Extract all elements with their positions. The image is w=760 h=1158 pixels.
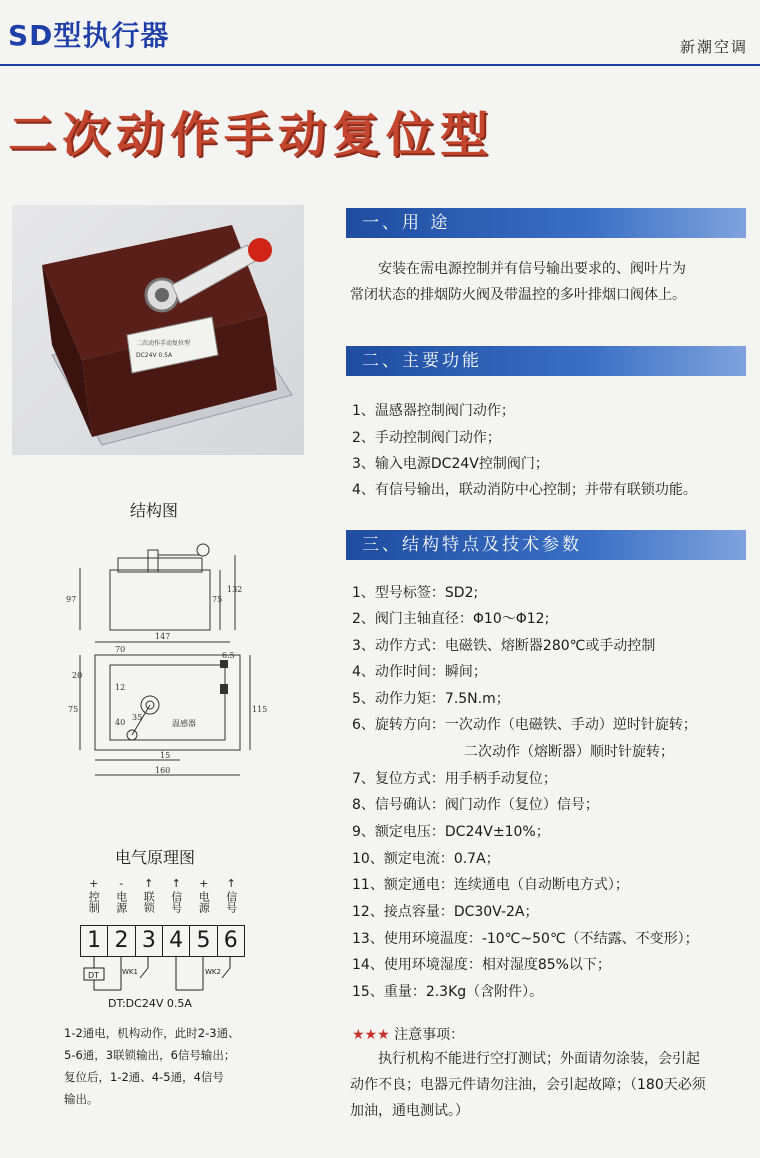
spec-item-6: 6、旋转方向：一次动作（电磁铁、手动）逆时针旋转； [352,717,697,733]
spec-item-11: 11、额定通电：连续通电（自动断电方式）； [352,877,629,893]
dim-6-5: 6.5 [222,651,235,660]
spec-item-10: 10、额定电流：0.7A； [352,851,500,867]
spec-item-9: 9、额定电压：DC24V±10%； [352,824,550,840]
spec-item-2: 2、阀门主轴直径：Φ10～Φ12; [352,611,550,627]
warning-line-2: 动作不良；电器元件请勿注油，会引起故障；（180天必须 [350,1077,706,1093]
page-title: 二次动作手动复位型 [8,107,495,163]
wiring-sign-5: + [199,877,209,890]
usage-text [350,256,750,308]
spec-item-1: 1、型号标签：SD2; [352,585,479,601]
series-title: SD型执行器 [8,19,170,52]
dim-75-front: 75 [68,705,79,714]
wiring-label-3: 联锁 [142,891,156,913]
wiring-sign-3: ↑ [144,877,154,890]
spec-item-3: 3、动作方式：电磁铁、熔断器280℃或手动控制 [352,638,656,654]
wiring-note-line-1: 1-2通电，机构动作，此时2-3通、 [64,1026,240,1040]
warning-heading [352,1024,464,1044]
terminal-4: 4 [163,926,190,956]
dim-147: 147 [155,632,171,641]
electrical-caption: 电气原理图 [115,848,196,867]
spec-item-14: 14、使用环境湿度：相对湿度85%以下； [352,957,611,973]
dim-115: 115 [252,705,268,714]
dim-75-side: 75 [212,595,223,604]
brand-name: 新潮空调 [679,38,748,56]
structure-caption: 结构图 [130,501,179,520]
spec-item-8: 8、信号确认：阀门动作（复位）信号； [352,797,599,813]
sensor-label: 温感器 [172,719,196,728]
section-heading-usage: 一、用 途 [346,208,746,238]
warning-line-3: 加油，通电测试。） [350,1103,469,1119]
wiring-label-4: 信号 [169,891,183,913]
spec-item-6-cont: 二次动作（熔断器）顺时针旋转； [464,744,674,760]
photo-label-line1: 二次动作手动复位型 [136,340,191,347]
function-item-4: 4、有信号输出，联动消防中心控制；并带有联锁功能。 [352,482,697,498]
spec-item-7: 7、复位方式：用手柄手动复位； [352,771,557,787]
terminal-6: 6 [223,928,238,953]
spec-item-4: 4、动作时间：瞬间； [352,664,487,680]
function-item-3: 3、输入电源DC24V控制阀门； [352,456,549,472]
dim-15: 15 [160,751,171,760]
spec-item-5: 5、动作力矩：7.5N.m； [352,691,510,707]
switch-dt: DT [88,971,100,980]
wiring-sign-4: ↑ [171,877,181,890]
product-photo [12,205,304,455]
spec-item-15: 15、重量：2.3Kg（含附件）。 [352,984,544,1000]
wiring-note-line-4: 输出。 [64,1092,99,1106]
terminal-5: 5 [190,926,217,956]
terminal-3: 3 [136,926,163,956]
section-heading-functions: 二、主要功能 [346,346,746,376]
photo-label-line2: DC24V 0.5A [136,352,173,359]
warning-line-1: 执行机构不能进行空打测试；外面请勿涂装，会引起 [378,1051,700,1067]
wiring-sign-1: + [89,877,99,890]
wiring-note-line-3: 复位后，1-2通、4-5通，4信号 [64,1070,224,1084]
dim-20: 20 [72,671,83,680]
wiring-sign-6: ↑ [226,877,236,890]
switch-circuit [80,956,245,996]
dimension-diagram [60,530,290,790]
section-heading-specs: 三、结构特点及技术参数 [346,530,746,560]
dim-97: 97 [66,595,77,604]
header-rule [0,64,760,66]
warning-text [350,1046,755,1124]
function-item-1: 1、温感器控制阀门动作； [352,403,515,419]
wiring-label-1: 控制 [87,891,101,913]
dim-40: 40 [115,718,126,727]
usage-line-2: 常闭状态的排烟防火阀及带温控的多叶排烟口阀体上。 [350,287,686,303]
wiring-diagram [80,878,245,1018]
terminal-block [80,925,245,957]
switch-wk2: WK2 [205,968,221,976]
usage-line-1: 安装在需电源控制并有信号输出要求的、阀叶片为 [378,261,686,277]
spec-item-12: 12、接点容量：DC30V-2A； [352,904,539,920]
dim-70: 70 [115,645,126,654]
dim-132: 132 [227,585,243,594]
switch-wk1: WK1 [122,968,138,976]
warning-stars: ★★★ [352,1027,390,1043]
wiring-label-6: 信号 [224,891,238,913]
wiring-spec: DT:DC24V 0.5A [108,997,192,1010]
wiring-note [64,1022,294,1110]
wiring-sign-2: - [119,877,124,890]
wiring-note-line-2: 5-6通，3联锁输出，6信号输出； [64,1048,236,1062]
wiring-label-5: 电源 [197,891,211,913]
warning-title: 注意事项： [394,1027,465,1043]
spec-item-13: 13、使用环境温度：-10℃~50℃（不结露、不变形）； [352,931,699,947]
terminal-1: 1 [81,926,108,956]
dim-12: 12 [115,683,126,692]
dim-35: 35 [132,713,143,722]
terminal-2: 2 [108,926,135,956]
dim-160: 160 [155,766,171,775]
wiring-label-2: 电源 [114,891,128,913]
function-item-2: 2、手动控制阀门动作； [352,430,501,446]
